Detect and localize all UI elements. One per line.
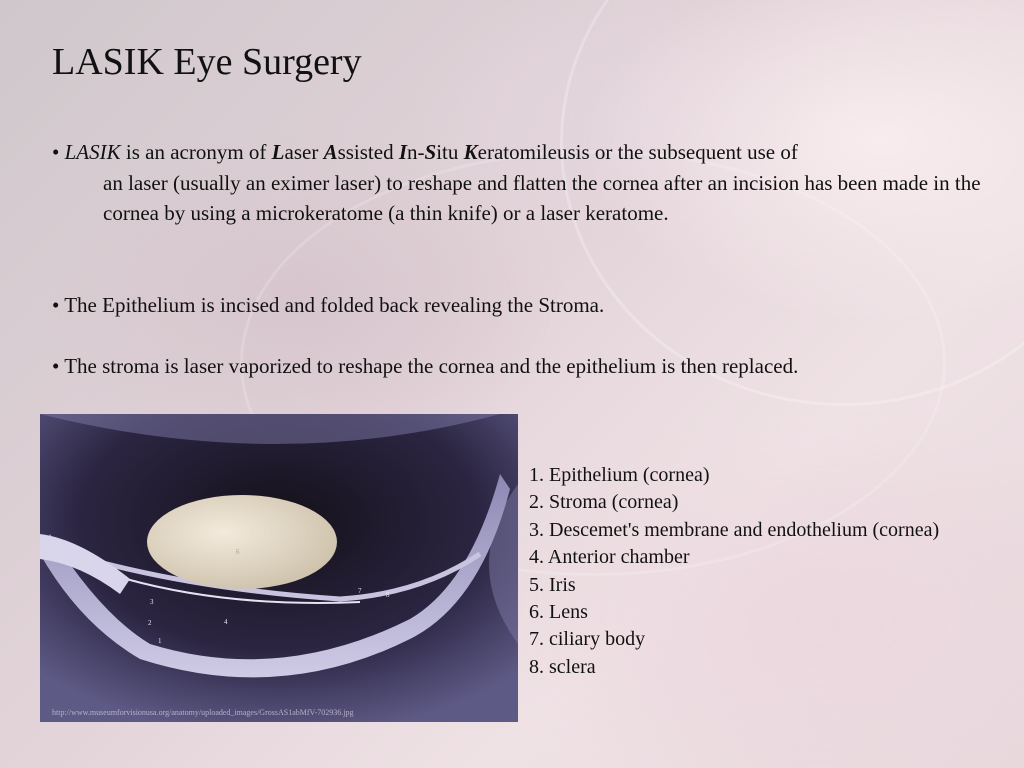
photo-marker-1: 1: [158, 637, 162, 645]
bullet-continuation: an laser (usually an eximer laser) to reshape and flatten the cornea after an incision has been made in the cornea by using a microkeratome (a thin knife) or a laser keratome.: [103, 170, 981, 225]
acronym-text: LASIK: [64, 140, 121, 164]
photo-marker-6: 6: [236, 548, 240, 556]
legend-item: 5. Iris: [529, 573, 576, 596]
acronym-letter: L: [271, 140, 285, 164]
bullet-stroma: • The stroma is laser vaporized to reshape the cornea and the epithelium is then replaced.: [52, 354, 799, 378]
bullet-lasik-definition: [52, 137, 982, 229]
legend-item: 8. sclera: [529, 655, 596, 678]
photo-marker-4: 4: [224, 618, 228, 626]
eye-photo-illustration: [40, 414, 518, 722]
slide-title: LASIK Eye Surgery: [52, 41, 362, 83]
photo-marker-8: 8: [386, 591, 390, 599]
eye-cross-section-photo: [40, 414, 518, 722]
legend-item: 3. Descemet's membrane and endothelium (cornea): [529, 518, 940, 541]
bullet-marker: •: [52, 140, 60, 164]
text: is an acronym of: [120, 140, 272, 164]
legend-item: 2. Stroma (cornea): [529, 491, 679, 514]
legend-item: 6. Lens: [529, 601, 588, 624]
text: n-: [407, 140, 425, 164]
text: aser: [284, 140, 324, 164]
photo-source-url: http://www.museumforvisionusa.org/anatomy/uploaded_images/GrossAS1abMfV-702936.jpg: [52, 708, 354, 717]
legend-item: 4. Anterior chamber: [529, 546, 690, 569]
text: eratomileusis or the subsequent use of: [477, 140, 798, 164]
acronym-letter: K: [463, 140, 478, 164]
anatomy-legend: [529, 462, 939, 681]
photo-marker-7: 7: [358, 587, 362, 595]
legend-item: 1. Epithelium (cornea): [529, 464, 710, 486]
acronym-letter: I: [398, 140, 408, 164]
text: itu: [436, 140, 464, 164]
acronym-letter: S: [424, 140, 437, 164]
photo-marker-2: 2: [148, 619, 152, 627]
acronym-letter: A: [323, 140, 338, 164]
legend-item: 7. ciliary body: [529, 628, 646, 651]
bullet-epithelium: • The Epithelium is incised and folded back revealing the Stroma.: [52, 293, 605, 317]
photo-marker-3: 3: [150, 598, 154, 606]
text: ssisted: [337, 140, 399, 164]
